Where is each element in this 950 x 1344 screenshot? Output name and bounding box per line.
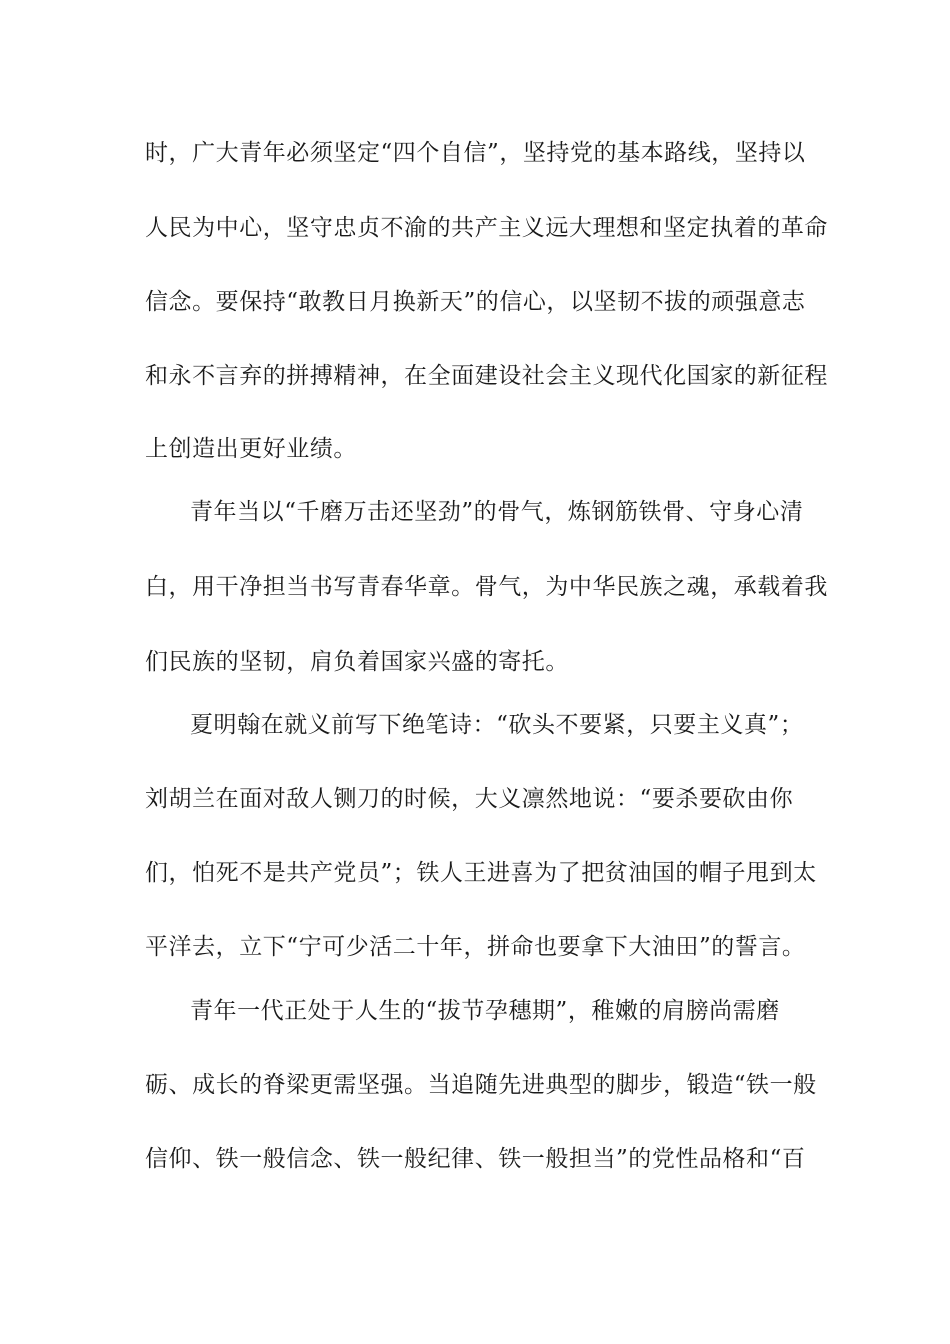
paragraph-1-line-1: 时，广大青年必须坚定“四个自信”，坚持党的基本路线，坚持以 — [145, 140, 806, 166]
paragraph-1-line-3: 信念。要保持“敢教日月换新天”的信心，以坚韧不拔的顽强意志 — [145, 289, 806, 315]
paragraph-1-line-5: 上创造出更好业绩。 — [145, 436, 357, 462]
paragraph-4-line-2: 砺、成长的脊梁更需坚强。当追随先进典型的脚步，锻造“铁一般 — [145, 1072, 817, 1098]
paragraph-4-line-1: 青年一代正处于人生的“拔节孕穗期”，稚嫩的肩膀尚需磨 — [190, 998, 780, 1024]
paragraph-3-line-2: 刘胡兰在面对敌人铡刀的时候，大义凛然地说：“要杀要砍由你 — [145, 786, 794, 812]
paragraph-4-line-3: 信仰、铁一般信念、铁一般纪律、铁一般担当”的党性品格和“百 — [145, 1146, 806, 1172]
paragraph-3-line-3: 们，怕死不是共产党员”；铁人王进喜为了把贫油国的帽子甩到太 — [145, 860, 817, 886]
paragraph-1-line-2: 人民为中心，坚守忠贞不渝的共产主义远大理想和坚定执着的革命 — [145, 215, 828, 241]
paragraph-2-line-2: 白，用干净担当书写青春华章。骨气，为中华民族之魂，承载着我 — [145, 574, 828, 600]
paragraph-3-line-4: 平洋去，立下“宁可少活二十年，拼命也要拿下大油田”的誓言。 — [145, 934, 806, 960]
paragraph-2-line-3: 们民族的坚韧，肩负着国家兴盛的寄托。 — [145, 649, 569, 675]
paragraph-2-line-1: 青年当以“千磨万击还坚劲”的骨气，炼钢筋铁骨、守身心清 — [190, 499, 804, 525]
paragraph-1-line-4: 和永不言弃的拼搏精神，在全面建设社会主义现代化国家的新征程 — [145, 363, 828, 389]
paragraph-3-line-1: 夏明翰在就义前写下绝笔诗：“砍头不要紧，只要主义真”； — [190, 712, 804, 738]
